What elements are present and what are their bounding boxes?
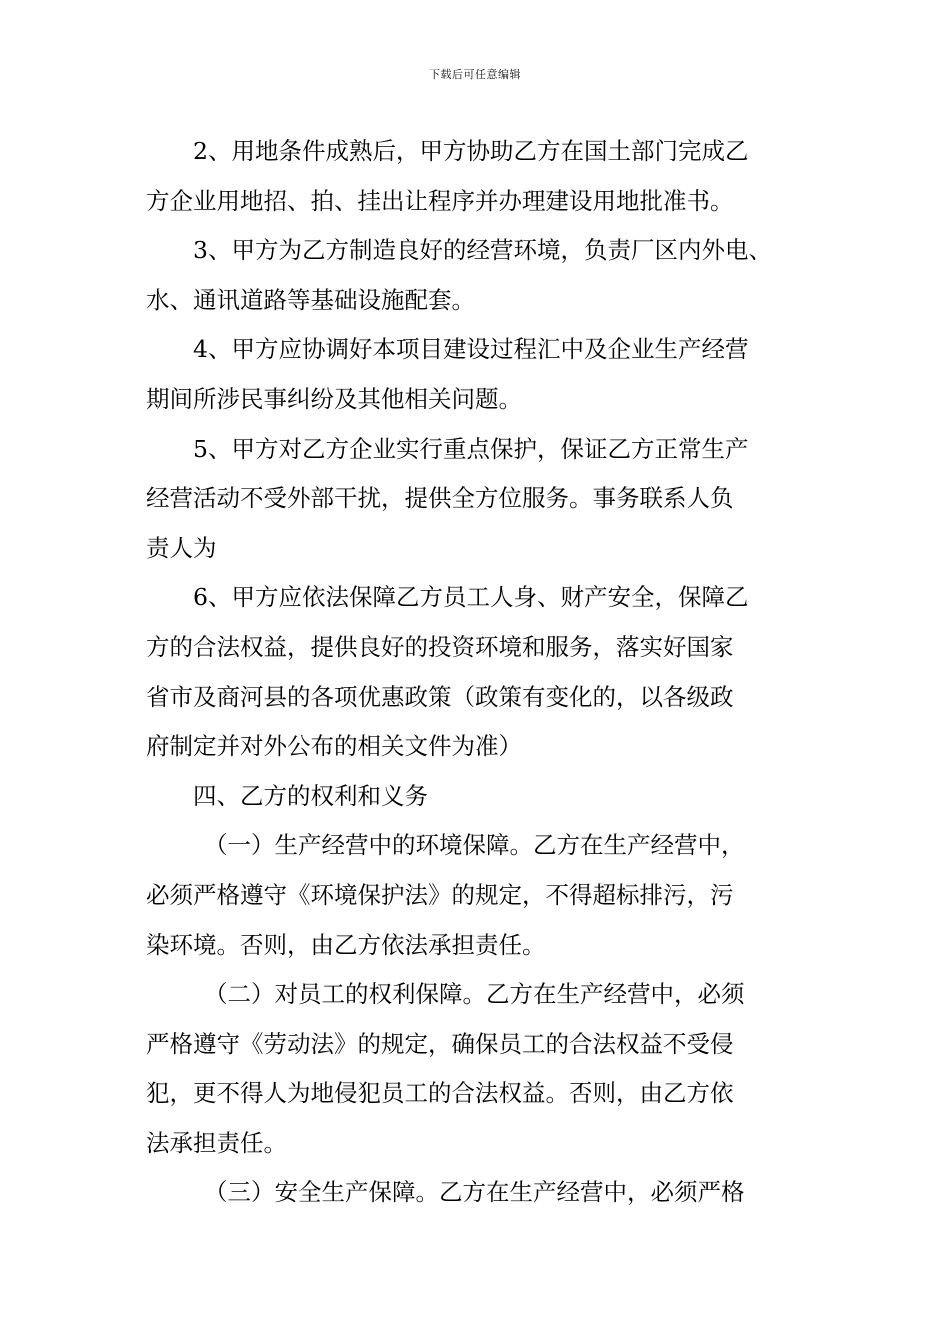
paragraph-line: 水、通讯道路等基础设施配套。 xyxy=(146,285,475,314)
paragraph-line: 省市及商河县的各项优惠政策（政策有变化的，以各级政 xyxy=(146,682,734,711)
paragraph-line: 必须严格遵守《环境保护法》的规定，不得超标排污，污 xyxy=(146,880,734,909)
paragraph-line: 责人为 xyxy=(146,533,217,562)
paragraph-line: （三）安全生产保障。乙方在生产经营中，必须严格 xyxy=(204,1178,745,1207)
paragraph-line: 经营活动不受外部干扰，提供全方位服务。事务联系人负 xyxy=(146,484,734,513)
paragraph-line: 期间所涉民事纠纷及其他相关问题。 xyxy=(146,384,522,413)
page-header-note: 下载后可任意编辑 xyxy=(429,68,521,81)
paragraph-line: 4、甲方应协调好本项目建设过程汇中及企业生产经营 xyxy=(193,335,749,364)
paragraph-line: 法承担责任。 xyxy=(146,1128,287,1157)
paragraph-line: 府制定并对外公布的相关文件为准） xyxy=(146,732,522,761)
paragraph-line: 2、用地条件成熟后，甲方协助乙方在国土部门完成乙 xyxy=(193,137,749,165)
paragraph-line: （二）对员工的权利保障。乙方在生产经营中，必须 xyxy=(204,980,745,1009)
paragraph-line: 6、甲方应依法保障乙方员工人身、财产安全，保障乙 xyxy=(193,583,749,612)
paragraph-line: 犯，更不得人为地侵犯员工的合法权益。否则，由乙方依 xyxy=(146,1079,734,1108)
document-body xyxy=(146,127,826,1218)
paragraph-line: 3、甲方为乙方制造良好的经营环境，负责厂区内外电、 xyxy=(193,236,772,265)
paragraph-line: 方企业用地招、拍、挂出让程序并办理建设用地批准书。 xyxy=(146,186,734,215)
paragraph-line: （一）生产经营中的环境保障。乙方在生产经营中， xyxy=(204,831,745,860)
paragraph-line: 严格遵守《劳动法》的规定，确保员工的合法权益不受侵 xyxy=(146,1029,734,1058)
paragraph-line: 方的合法权益，提供良好的投资环境和服务，落实好国家 xyxy=(146,632,734,661)
paragraph-line: 染环境。否则，由乙方依法承担责任。 xyxy=(146,930,546,959)
paragraph-line: 5、甲方对乙方企业实行重点保护，保证乙方正常生产 xyxy=(193,434,749,463)
section-heading: 四、乙方的权利和义务 xyxy=(193,781,428,810)
